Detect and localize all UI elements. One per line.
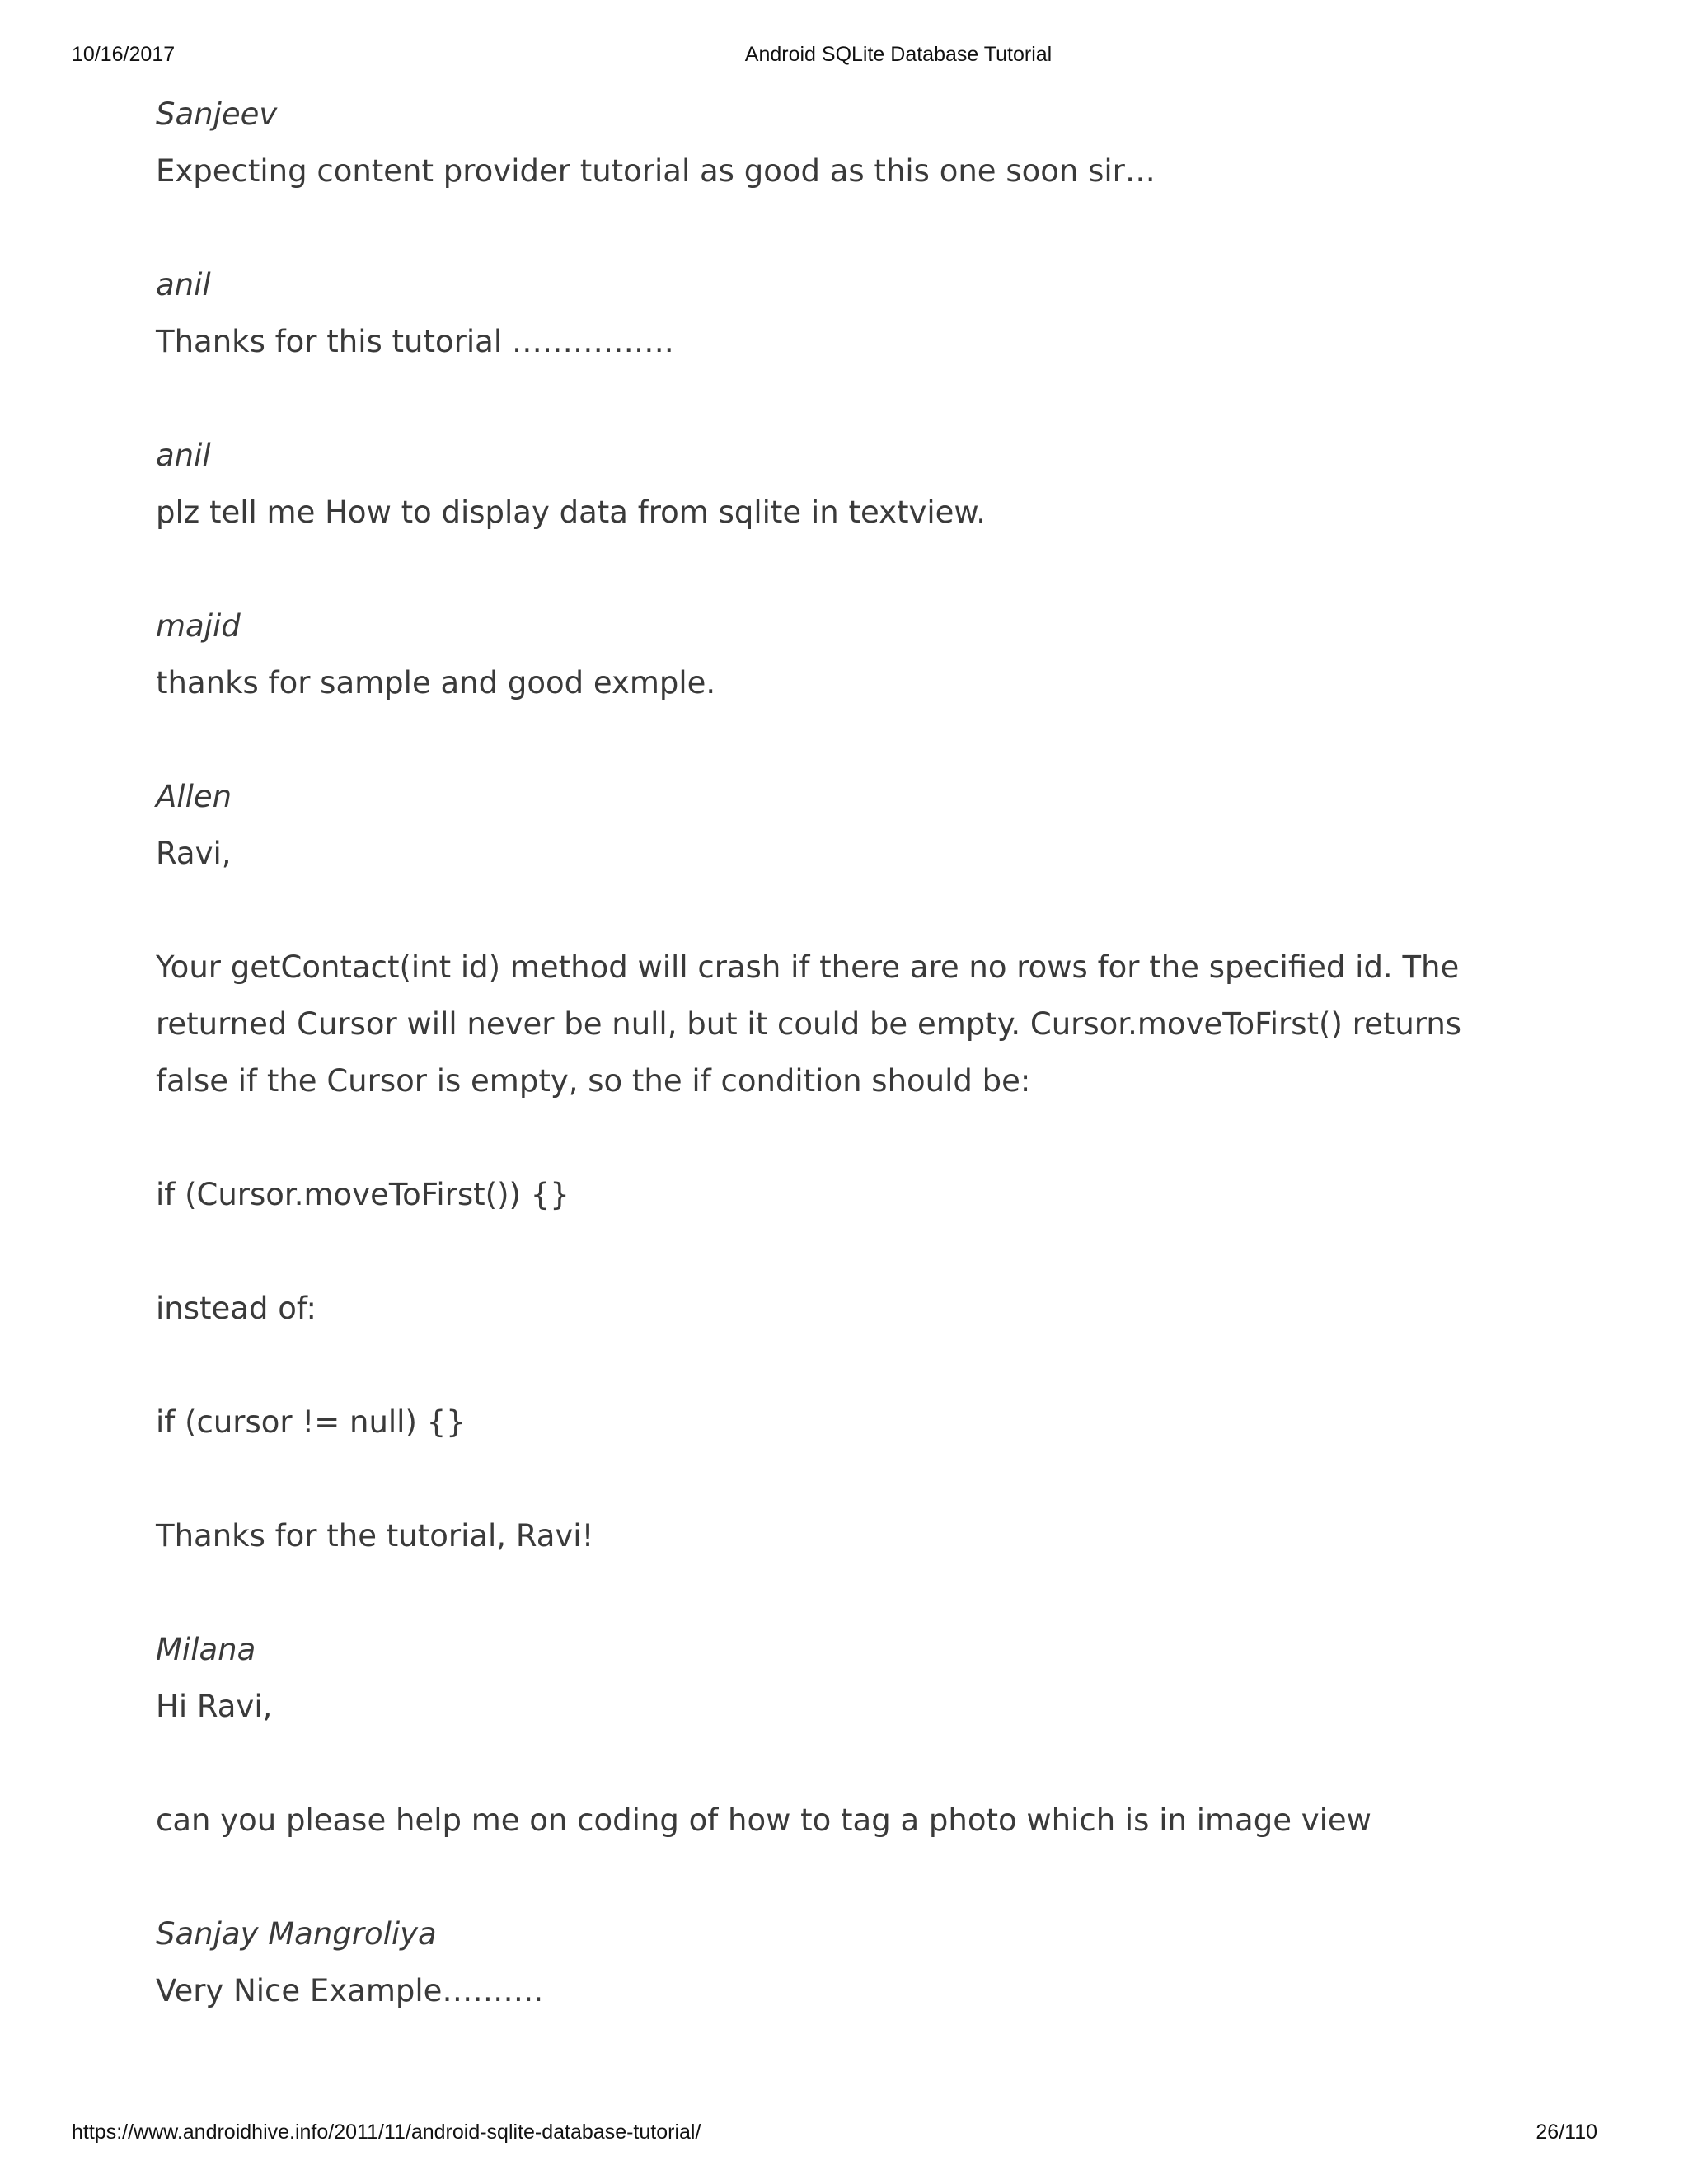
comment-author: anil (156, 267, 211, 302)
comment-text: Expecting content provider tutorial as good as this one soon sir… (156, 153, 1156, 189)
comment-text: Hi Ravi, (156, 1689, 273, 1724)
comment-list (156, 86, 1507, 2076)
comment-code: if (cursor != null) {} (156, 1404, 466, 1440)
comment-author: majid (156, 608, 241, 644)
comment-author: Sanjeev (156, 96, 278, 132)
comment-text: Ravi, (156, 836, 232, 871)
comment (156, 1905, 1507, 2019)
comment (156, 768, 1507, 1564)
comment-text: Thanks for the tutorial, Ravi! (156, 1518, 594, 1554)
comment-author: Milana (156, 1632, 256, 1667)
comment (156, 598, 1507, 711)
comment-text: Your getContact(int id) method will crash if there are no rows for the specified id. The returned Cursor will never be null, but it could be empty. Cursor.moveToFirst() returns false if the Cursor is empty, so the if condition should be: (156, 949, 1462, 1099)
print-url: https://www.androidhive.info/2011/11/android-sqlite-database-tutorial/ (72, 2121, 701, 2144)
page-number: 26/110 (1536, 2121, 1597, 2144)
comment (156, 256, 1507, 370)
comment (156, 86, 1507, 199)
comment-author: Allen (156, 779, 232, 814)
comment-text: Thanks for this tutorial ……………. (156, 324, 674, 359)
print-date: 10/16/2017 (72, 43, 176, 66)
comment-code: if (Cursor.moveToFirst()) {} (156, 1177, 570, 1212)
comment (156, 1621, 1507, 1849)
comment-text: instead of: (156, 1291, 317, 1326)
comment (156, 427, 1507, 541)
print-header (0, 43, 1688, 73)
comment-text: Very Nice Example………. (156, 1973, 544, 2008)
print-title: Android SQLite Database Tutorial (744, 43, 1053, 66)
print-footer (0, 2121, 1688, 2150)
comment-text: can you please help me on coding of how to tag a photo which is in image view (156, 1802, 1372, 1838)
comment-text: thanks for sample and good exmple. (156, 665, 716, 701)
comment-author: Sanjay Mangroliya (156, 1916, 437, 1952)
comment-text: plz tell me How to display data from sqlite in textview. (156, 494, 987, 530)
comment-author: anil (156, 438, 211, 473)
